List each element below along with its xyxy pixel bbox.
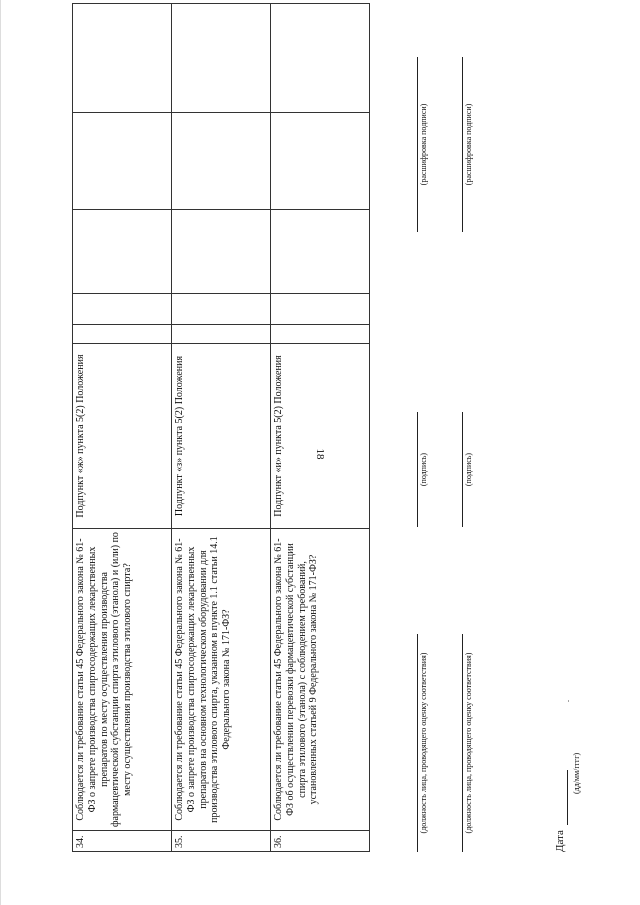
empty-cell — [172, 4, 271, 113]
empty-cell — [73, 210, 172, 294]
rotated-page-content — [72, 57, 619, 852]
position-line — [417, 634, 418, 852]
question-cell: Соблюдается ли требование статьи 45 Федерального закона № 61-ФЗ о запрете производства спиртосодержащих лекарственных препаратов по месту осуществления производства фармацевтической субстанции спирта этилового (этанола) и (или) по месту осуществления производства этилового спирта? — [73, 529, 172, 831]
empty-cell — [73, 4, 172, 113]
page-number: 18 — [314, 448, 326, 460]
date-label: Дата — [554, 830, 566, 852]
empty-cell — [271, 294, 370, 325]
empty-cell — [73, 294, 172, 325]
reference-cell: Подпункт «ж» пункта 5(2) Положения — [73, 344, 172, 529]
question-cell: Соблюдается ли требование статьи 45 Федерального закона № 61-ФЗ о запрете производства спиртосодержащих лекарственных препаратов на основном технологическом оборудовании для производства этилового спирта, указанном в пункте 1.1 статьи 14.1 Федерального закона № 171-ФЗ? — [172, 529, 271, 831]
table-row — [73, 4, 172, 852]
question-cell: Соблюдается ли требование статьи 45 Федерального закона № 61-ФЗ об осуществлении перевозки фармацевтической субстанции спирта этилового (этанола) с соблюдением требований, установленных статьей 9 Федерального закона № 171-ФЗ? — [271, 529, 370, 831]
empty-cell — [271, 113, 370, 210]
dot-mark: . — [562, 700, 571, 702]
empty-cell — [271, 4, 370, 113]
empty-cell — [73, 325, 172, 344]
signature-line — [417, 412, 418, 527]
empty-cell — [172, 325, 271, 344]
row-number: 36. — [271, 831, 370, 852]
position-caption: (должность лица, проводящего оценку соответствия) — [464, 652, 473, 834]
empty-cell — [172, 210, 271, 294]
row-number: 35. — [172, 831, 271, 852]
checklist-table — [72, 3, 370, 852]
empty-cell — [172, 294, 271, 325]
reference-cell: Подпункт «з» пункта 5(2) Положения — [172, 344, 271, 529]
empty-cell — [73, 113, 172, 210]
name-line — [462, 57, 463, 232]
date-line — [567, 770, 568, 825]
name-caption: (расшифровка подписи) — [419, 103, 428, 186]
signature-caption: (подпись) — [419, 452, 428, 487]
empty-cell — [271, 325, 370, 344]
name-line — [417, 57, 418, 232]
reference-cell: Подпункт «и» пункта 5(2) Положения — [271, 344, 370, 529]
position-line — [462, 634, 463, 852]
date-format-caption: (дд/мм/гггг) — [572, 752, 581, 794]
empty-cell — [172, 113, 271, 210]
empty-cell — [271, 210, 370, 294]
table-row — [271, 4, 370, 852]
name-caption: (расшифровка подписи) — [464, 103, 473, 186]
signature-caption: (подпись) — [464, 452, 473, 487]
table-row — [172, 4, 271, 852]
signature-line — [462, 412, 463, 527]
row-number: 34. — [73, 831, 172, 852]
position-caption: (должность лица, проводящего оценку соответствия) — [419, 652, 428, 834]
